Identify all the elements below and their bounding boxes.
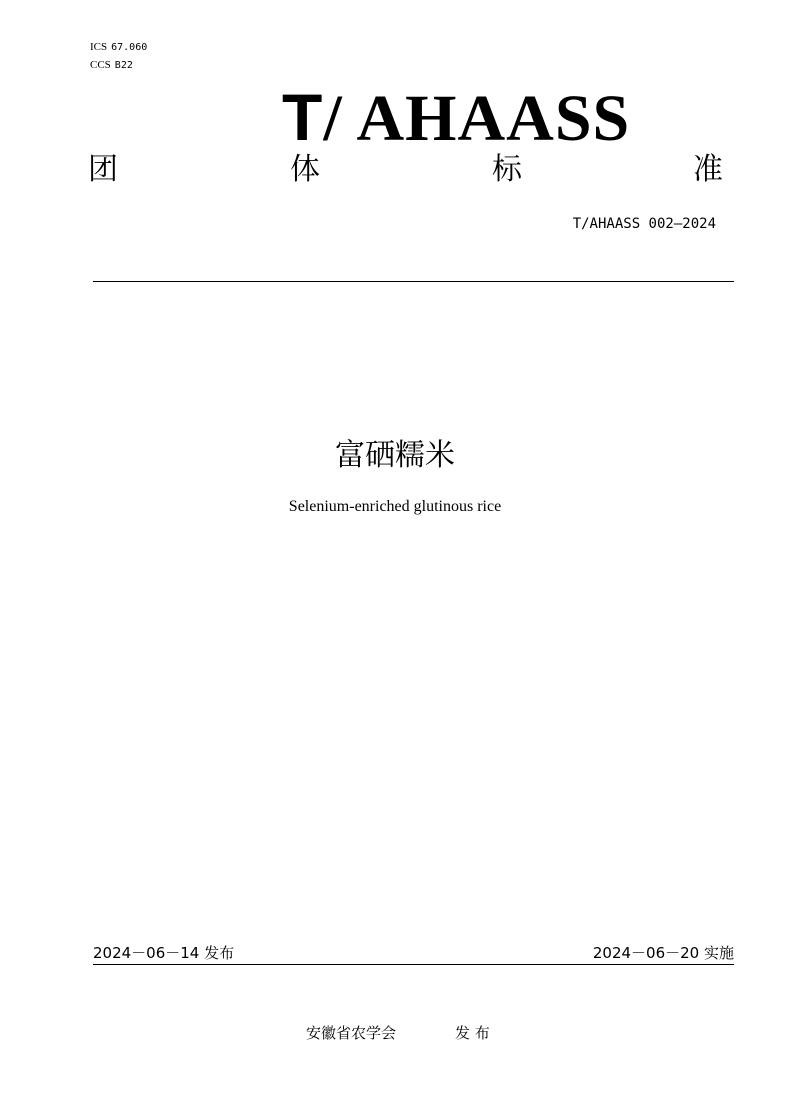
publish-date: 2024－06－14 发布 bbox=[93, 944, 235, 962]
standard-mark-suffix: / AHAASS bbox=[323, 82, 631, 155]
issuer-name: 安徽省农学会 bbox=[306, 1024, 397, 1042]
ccs-line bbox=[90, 58, 133, 73]
issuer-action: 发 布 bbox=[455, 1024, 490, 1042]
ics-line bbox=[90, 40, 147, 55]
implement-date: 2024－06－20 实施 bbox=[592, 944, 734, 962]
category-char-3: 标 bbox=[492, 152, 522, 187]
header-divider bbox=[93, 281, 734, 282]
ics-value: 67.060 bbox=[111, 42, 148, 53]
standard-mark bbox=[282, 82, 630, 154]
standard-mark-prefix: T bbox=[282, 80, 324, 154]
standard-number: T/AHAASS 002—2024 bbox=[572, 216, 716, 232]
ics-label: ICS bbox=[90, 41, 108, 53]
ccs-label: CCS bbox=[90, 59, 111, 71]
category-char-2: 体 bbox=[290, 152, 320, 187]
footer-divider bbox=[93, 964, 734, 965]
category-char-1: 团 bbox=[88, 152, 118, 187]
category-char-4: 准 bbox=[693, 152, 723, 187]
ccs-value: B22 bbox=[114, 60, 133, 71]
title-english: Selenium-enriched glutinous rice bbox=[288, 498, 502, 515]
title-chinese: 富硒糯米 bbox=[335, 438, 455, 473]
